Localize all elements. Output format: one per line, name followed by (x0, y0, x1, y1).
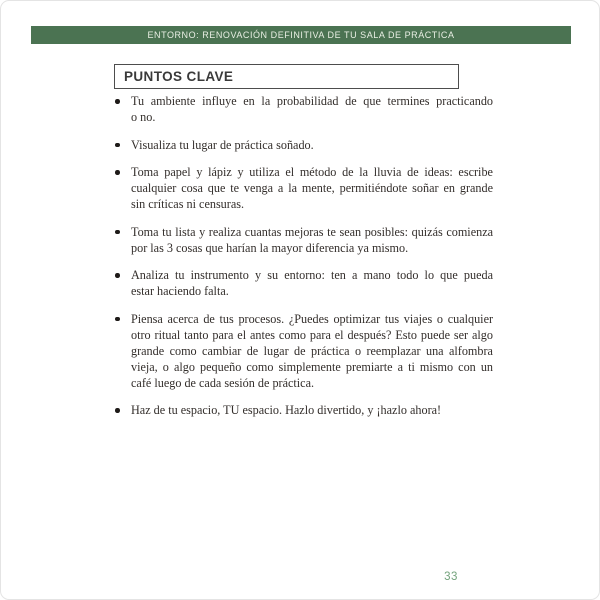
page-number: 33 (444, 571, 458, 583)
key-point-text (131, 93, 493, 125)
key-point-line: Toma tu lista y realiza cuantas mejoras te sean posibles: quizás comienza (131, 224, 494, 239)
bullet-dot-icon (114, 402, 131, 418)
key-point-line: cualquier cosa que te venga a la mente, permitiéndote soñar en grande (131, 181, 494, 195)
key-point-line: Haz de tu espacio, TU espacio. Hazlo divertido, y ¡hazlo ahora! (131, 403, 442, 417)
bullet-dot-icon (114, 93, 131, 125)
key-point-item (114, 164, 494, 212)
key-point-text (131, 402, 493, 418)
key-points-list (114, 93, 494, 418)
key-point-line: Analiza tu instrumento y su entorno: ten a mano todo lo que pueda (131, 268, 494, 282)
key-point-item (114, 224, 494, 256)
key-point-line: estar haciendo falta. (131, 284, 229, 298)
key-point-line: Toma papel y lápiz y utiliza el método de la lluvia de ideas: escribe (131, 165, 493, 179)
key-point-line: Piensa acerca de tus procesos. ¿Puedes optimizar tus viajes o cualquier (131, 311, 494, 326)
key-points-box (114, 64, 459, 89)
key-point-line: por las 3 cosas que harían la mayor diferencia ya mismo. (131, 240, 409, 255)
key-point-line: Visualiza tu lugar de práctica soñado. (131, 137, 314, 152)
bullet-dot-icon (114, 224, 131, 256)
key-points-heading: PUNTOS CLAVE (124, 69, 234, 84)
key-point-line: vieja, o algo pequeño como simplemente premiarte a ti mismo con un (131, 359, 494, 374)
key-point-text (131, 164, 493, 212)
key-point-item (114, 93, 494, 125)
key-point-line: Tu ambiente influye en la probabilidad de que termines practicando (131, 94, 494, 108)
key-point-text (131, 137, 493, 153)
key-point-item (114, 311, 494, 391)
key-point-item (114, 402, 494, 418)
chapter-title: ENTORNO: RENOVACIÓN DEFINITIVA DE TU SALA DE PRÁCTICA (147, 30, 455, 40)
key-point-line: grande como cambiar de lugar de práctica o reemplazar una alfombra (131, 343, 493, 358)
key-point-line: otro ritual tanto para el antes como para el después? Esto puede ser algo (131, 327, 493, 342)
key-point-line: sin críticas ni censuras. (131, 197, 245, 211)
bullet-dot-icon (114, 164, 131, 212)
key-point-line: café luego de cada sesión de práctica. (131, 375, 315, 390)
key-point-text (131, 311, 493, 391)
key-point-line: o no. (131, 110, 156, 124)
key-point-item (114, 267, 494, 299)
key-point-item (114, 137, 494, 153)
key-point-text (131, 224, 493, 256)
bullet-dot-icon (114, 311, 131, 391)
chapter-header-band (31, 26, 571, 44)
bullet-dot-icon (114, 137, 131, 153)
bullet-dot-icon (114, 267, 131, 299)
key-point-text (131, 267, 493, 299)
